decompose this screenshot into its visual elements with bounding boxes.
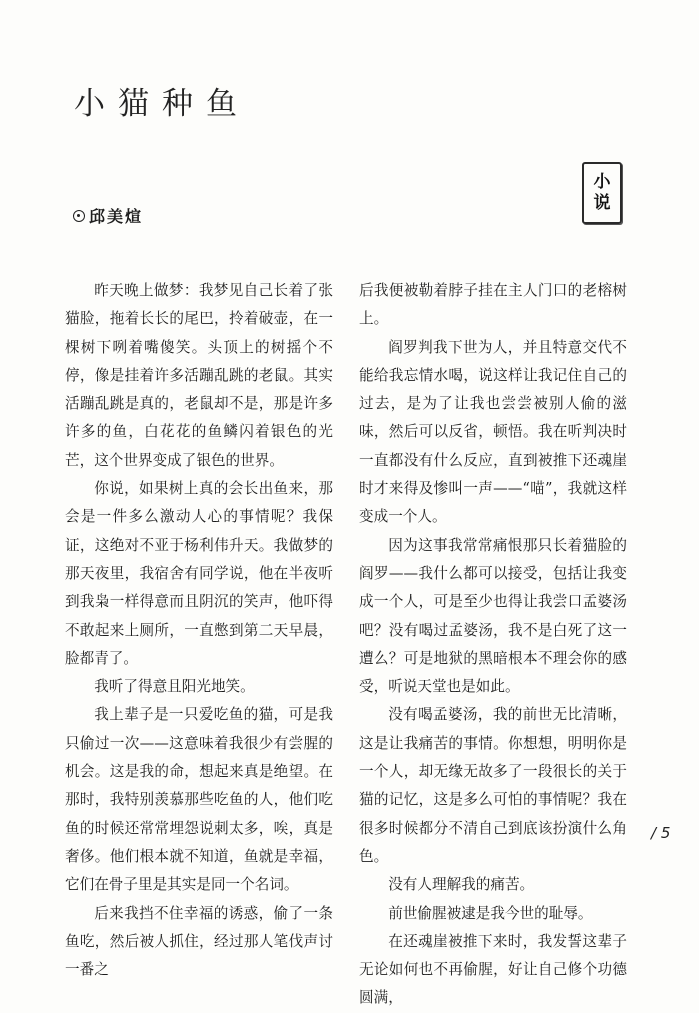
paragraph: 因为这事我常常痛恨那只长着猫脸的阎罗——我什么都可以接受，包括让我变成一个人，可是至少也得让我尝口孟婆汤吧？没有喝过孟婆汤，我不是白死了这一遭么？可是地狱的黑暗根本不理会你的感受，听说天堂也是如此。: [359, 536, 627, 696]
right-column: [359, 277, 627, 1013]
paragraph: 我听了得意且阳光地笑。: [94, 678, 255, 696]
paragraph: 阎罗判我下世为人，并且特意交代不能给我忘情水喝，说这样让我记住自己的过去，是为了让我也尝尝被别人偷的滋味，然后可以反省，顿悟。我在听判决时一直都没有什么反应，直到被推下还魂崖时才来得及惨叫一声——“喵”，我就这样变成一个人。: [359, 338, 627, 526]
paragraph: 昨天晚上做梦：我梦见自己长着了张猫脸，拖着长长的尾巴，拎着破壶，在一棵树下咧着嘴傻笑。头顶上的树摇个不停，像是挂着许多活蹦乱跳的老鼠。其实活蹦乱跳是真的，老鼠却不是，那是许多许多的鱼，白花花的鱼鳞闪着银色的光芒，这个世界变成了银色的世界。: [65, 282, 333, 469]
paragraph: 没有人理解我的痛苦。: [388, 876, 535, 894]
left-column: [65, 277, 333, 984]
paragraph: 我上辈子是一只爱吃鱼的猫，可是我只偷过一次——这意味着我很少有尝腥的机会。这是我的命，想起来真是绝望。在那时，我特别羡慕那些吃鱼的人，他们吃鱼的时候还常常埋怨说刺太多，唉，真是奢侈。他们根本就不知道，鱼就是幸福，它们在骨子里是其实是同一个名词。: [65, 706, 333, 894]
paragraph-continued: 后我便被勒着脖子挂在主人门口的老榕树上。: [359, 282, 627, 328]
paragraph: 没有喝孟婆汤，我的前世无比清晰，这是让我痛苦的事情。你想想，明明你是一个人，却无缘无故多了一段很长的关于猫的记忆，这是多么可怕的事情呢？我在很多时候都分不清自己到底该扮演什么角色。: [359, 706, 627, 865]
genre-stamp-char: 说: [593, 193, 611, 213]
bullet-circle-icon: [73, 210, 85, 222]
genre-stamp: [582, 162, 622, 224]
author-byline: [73, 204, 143, 227]
genre-stamp-char: 小: [593, 172, 611, 192]
page-number: / 5: [651, 824, 671, 842]
article-title: 小猫种鱼: [74, 86, 250, 122]
paragraph: 前世偷腥被逮是我今世的耻辱。: [388, 904, 593, 922]
paragraph: 你说，如果树上真的会长出鱼来，那会是一件多么激动人心的事情呢？我保证，这绝对不亚于杨利伟升天。我做梦的那天夜里，我宿舍有同学说，他在半夜听到我枭一样得意而且阴沉的笑声，他吓得不敢起来上厕所，一直憋到第二天早晨，脸都青了。: [65, 480, 333, 667]
paragraph: 后来我挡不住幸福的诱惑，偷了一条鱼吃，然后被人抓住，经过那人笔伐声讨一番之: [65, 904, 333, 979]
author-name: 邱美煊: [89, 207, 144, 226]
paragraph: 在还魂崖被推下来时，我发誓这辈子无论如何也不再偷腥，好让自己修个功德圆满，: [359, 932, 627, 1007]
